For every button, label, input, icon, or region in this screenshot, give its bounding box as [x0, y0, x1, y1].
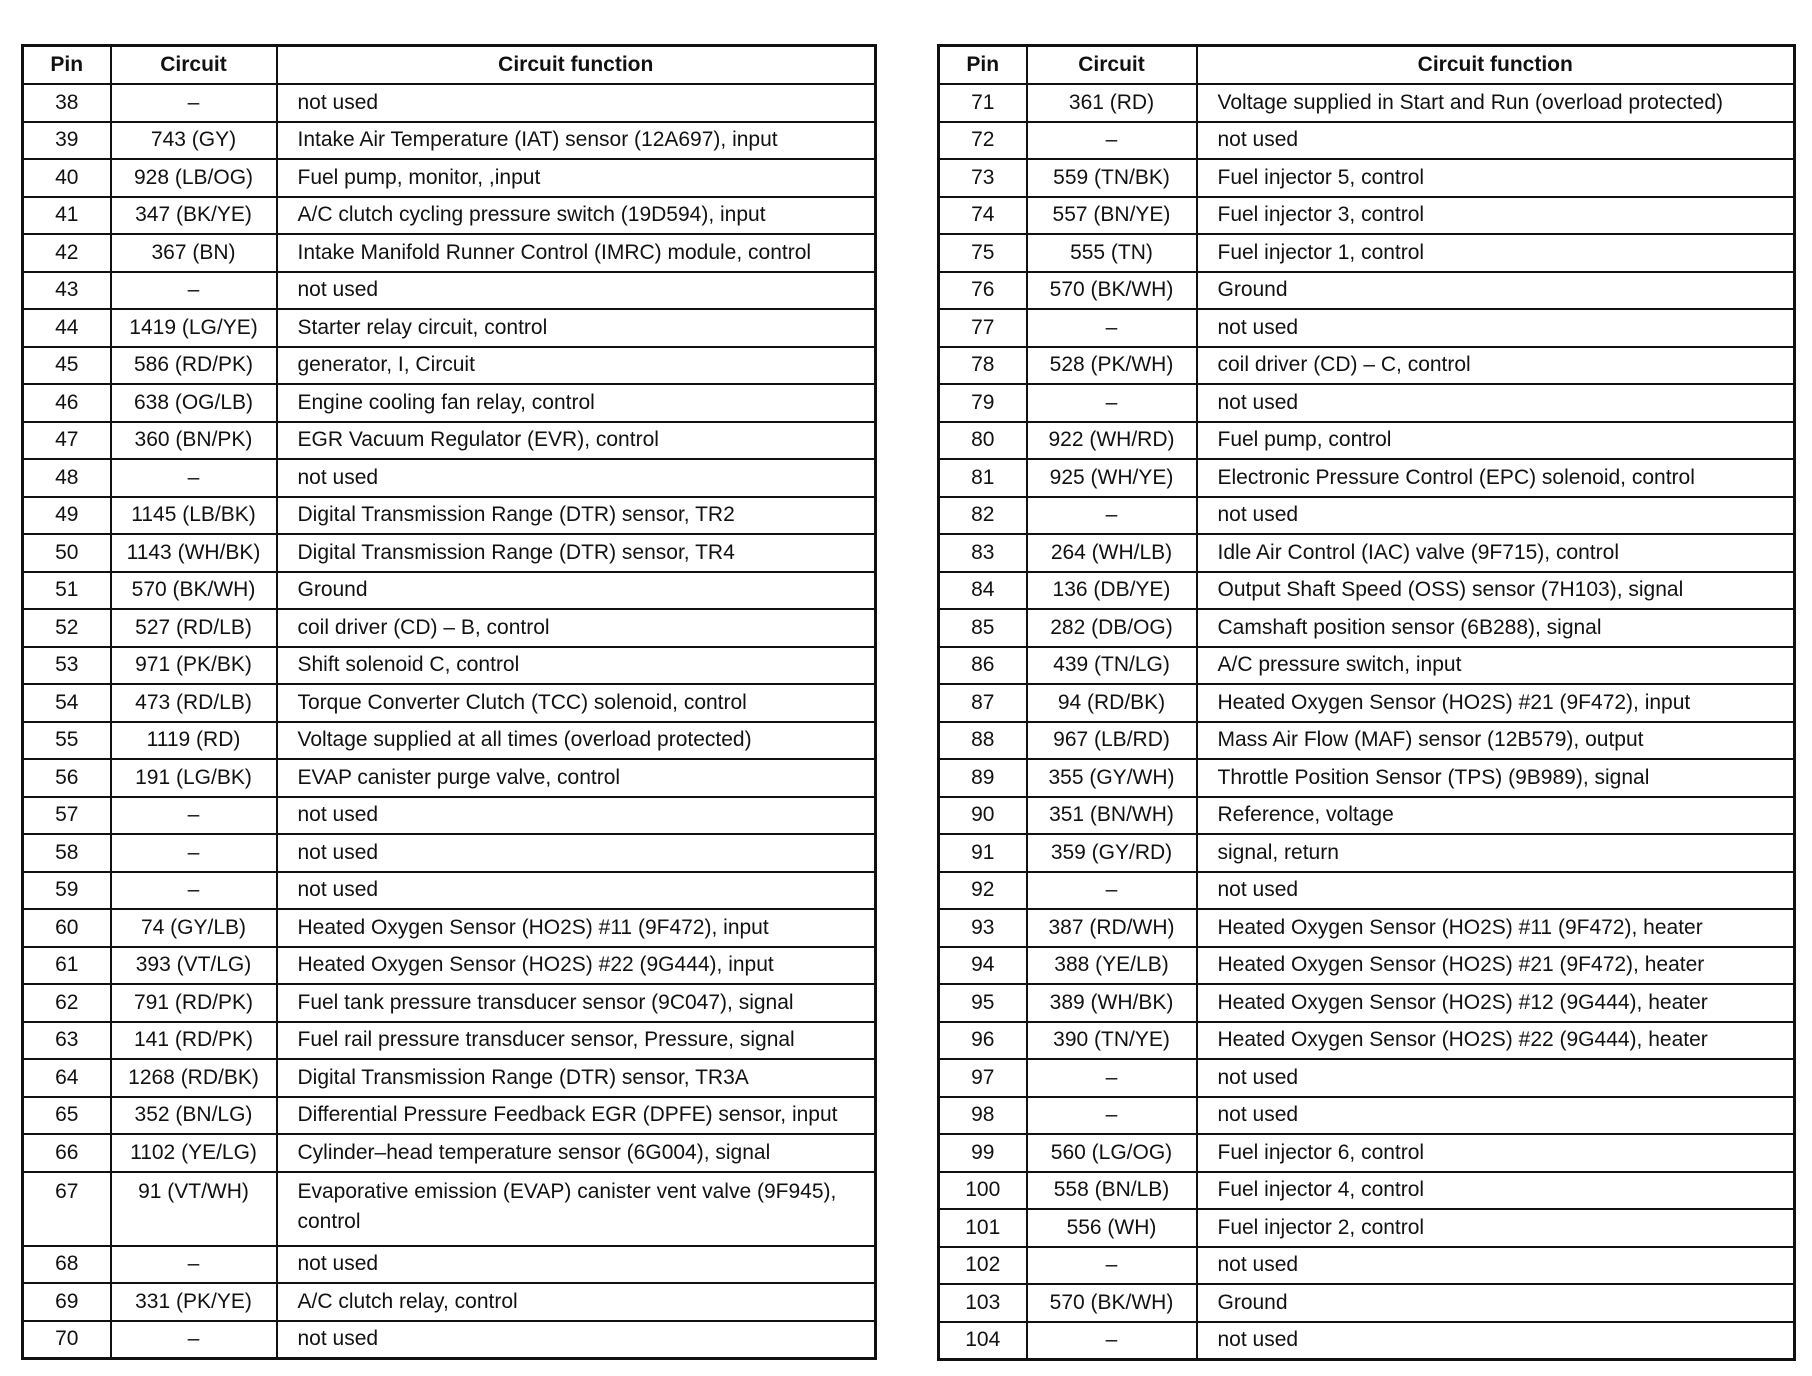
- circuit-cell: –: [1027, 309, 1197, 347]
- circuit-cell: –: [1027, 1247, 1197, 1285]
- circuit-cell: 393 (VT/LG): [111, 947, 277, 985]
- table-row: [939, 122, 1795, 160]
- table-row: [23, 1283, 876, 1321]
- circuit-header: Circuit: [1027, 46, 1197, 85]
- circuit-cell: –: [1027, 1322, 1197, 1360]
- pin-cell: 38: [23, 84, 111, 122]
- function-cell: Voltage supplied at all times (overload protected): [277, 722, 876, 760]
- circuit-cell: 928 (LB/OG): [111, 159, 277, 197]
- table-row: [939, 84, 1795, 122]
- circuit-cell: 638 (OG/LB): [111, 384, 277, 422]
- table-row: [939, 1209, 1795, 1247]
- table-row: [939, 947, 1795, 985]
- circuit-cell: 570 (BK/WH): [1027, 1284, 1197, 1322]
- table-row: [23, 234, 876, 272]
- table-row: [23, 684, 876, 722]
- function-cell: Output Shaft Speed (OSS) sensor (7H103), signal: [1197, 572, 1795, 610]
- function-cell: Heated Oxygen Sensor (HO2S) #11 (9F472), input: [277, 909, 876, 947]
- circuit-cell: –: [1027, 1097, 1197, 1135]
- function-cell: not used: [277, 272, 876, 310]
- function-cell: Heated Oxygen Sensor (HO2S) #22 (9G444), input: [277, 947, 876, 985]
- function-cell: not used: [1197, 122, 1795, 160]
- circuit-cell: 355 (GY/WH): [1027, 759, 1197, 797]
- table-row: [23, 722, 876, 760]
- table-row: [939, 984, 1795, 1022]
- function-cell: Shift solenoid C, control: [277, 647, 876, 685]
- pin-cell: 42: [23, 234, 111, 272]
- pin-cell: 78: [939, 347, 1027, 385]
- pin-cell: 65: [23, 1097, 111, 1135]
- pin-cell: 81: [939, 459, 1027, 497]
- pin-cell: 92: [939, 872, 1027, 910]
- pin-cell: 57: [23, 797, 111, 835]
- pin-cell: 66: [23, 1134, 111, 1172]
- pin-cell: 102: [939, 1247, 1027, 1285]
- function-cell: Ground: [1197, 272, 1795, 310]
- pin-cell: 48: [23, 459, 111, 497]
- function-cell: Camshaft position sensor (6B288), signal: [1197, 609, 1795, 647]
- circuit-cell: 347 (BK/YE): [111, 197, 277, 235]
- function-header: Circuit function: [277, 46, 876, 85]
- header-row: [23, 46, 876, 85]
- table-row: [23, 1134, 876, 1172]
- function-cell: Ground: [277, 572, 876, 610]
- pin-cell: 80: [939, 422, 1027, 460]
- function-cell: Digital Transmission Range (DTR) sensor, TR4: [277, 534, 876, 572]
- table-row: [23, 759, 876, 797]
- function-cell: not used: [1197, 384, 1795, 422]
- circuit-cell: 556 (WH): [1027, 1209, 1197, 1247]
- circuit-cell: 555 (TN): [1027, 234, 1197, 272]
- circuit-cell: 359 (GY/RD): [1027, 834, 1197, 872]
- circuit-cell: 367 (BN): [111, 234, 277, 272]
- table-row: [939, 347, 1795, 385]
- function-cell: Heated Oxygen Sensor (HO2S) #12 (9G444), heater: [1197, 984, 1795, 1022]
- circuit-cell: –: [111, 834, 277, 872]
- circuit-cell: 557 (BN/YE): [1027, 197, 1197, 235]
- table-row: [23, 272, 876, 310]
- table-row: [939, 272, 1795, 310]
- function-cell: Heated Oxygen Sensor (HO2S) #21 (9F472), input: [1197, 684, 1795, 722]
- circuit-cell: 389 (WH/BK): [1027, 984, 1197, 1022]
- table-row: [939, 909, 1795, 947]
- pin-cell: 93: [939, 909, 1027, 947]
- pin-cell: 75: [939, 234, 1027, 272]
- table-row: [23, 159, 876, 197]
- circuit-cell: –: [111, 459, 277, 497]
- function-cell: Starter relay circuit, control: [277, 309, 876, 347]
- table-row: [23, 1172, 876, 1246]
- table-row: [939, 1097, 1795, 1135]
- table-row: [23, 1097, 876, 1135]
- pin-cell: 83: [939, 534, 1027, 572]
- circuit-cell: 91 (VT/WH): [111, 1172, 277, 1246]
- function-cell: Digital Transmission Range (DTR) sensor, TR3A: [277, 1059, 876, 1097]
- table-row: [23, 1321, 876, 1359]
- pin-cell: 99: [939, 1134, 1027, 1172]
- function-cell: Intake Air Temperature (IAT) sensor (12A697), input: [277, 122, 876, 160]
- pin-cell: 46: [23, 384, 111, 422]
- function-cell: Fuel injector 6, control: [1197, 1134, 1795, 1172]
- table-row: [23, 122, 876, 160]
- pin-cell: 88: [939, 722, 1027, 760]
- pin-cell: 95: [939, 984, 1027, 1022]
- pin-cell: 71: [939, 84, 1027, 122]
- function-cell: Fuel injector 2, control: [1197, 1209, 1795, 1247]
- table-row: [939, 834, 1795, 872]
- pin-cell: 41: [23, 197, 111, 235]
- circuit-cell: 967 (LB/RD): [1027, 722, 1197, 760]
- table-row: [939, 722, 1795, 760]
- function-cell: not used: [277, 872, 876, 910]
- pin-cell: 94: [939, 947, 1027, 985]
- function-cell: Throttle Position Sensor (TPS) (9B989), signal: [1197, 759, 1795, 797]
- pin-cell: 96: [939, 1022, 1027, 1060]
- function-cell: EGR Vacuum Regulator (EVR), control: [277, 422, 876, 460]
- pin-cell: 39: [23, 122, 111, 160]
- pin-cell: 84: [939, 572, 1027, 610]
- circuit-cell: 1143 (WH/BK): [111, 534, 277, 572]
- circuit-cell: 528 (PK/WH): [1027, 347, 1197, 385]
- pin-cell: 91: [939, 834, 1027, 872]
- function-cell: Fuel pump, control: [1197, 422, 1795, 460]
- pin-cell: 61: [23, 947, 111, 985]
- table-row: [23, 609, 876, 647]
- circuit-cell: 527 (RD/LB): [111, 609, 277, 647]
- function-cell: Heated Oxygen Sensor (HO2S) #22 (9G444), heater: [1197, 1022, 1795, 1060]
- table-row: [23, 834, 876, 872]
- circuit-cell: 136 (DB/YE): [1027, 572, 1197, 610]
- function-cell: Fuel injector 5, control: [1197, 159, 1795, 197]
- pin-cell: 74: [939, 197, 1027, 235]
- table-row: [939, 1022, 1795, 1060]
- table-row: [23, 984, 876, 1022]
- pin-cell: 87: [939, 684, 1027, 722]
- table-row: [939, 1134, 1795, 1172]
- circuit-cell: 570 (BK/WH): [1027, 272, 1197, 310]
- circuit-cell: 74 (GY/LB): [111, 909, 277, 947]
- table-row: [939, 1172, 1795, 1210]
- circuit-cell: 1102 (YE/LG): [111, 1134, 277, 1172]
- function-cell: not used: [1197, 1247, 1795, 1285]
- pin-cell: 69: [23, 1283, 111, 1321]
- pin-cell: 68: [23, 1246, 111, 1284]
- pin-cell: 51: [23, 572, 111, 610]
- table-row: [939, 234, 1795, 272]
- table-row: [939, 459, 1795, 497]
- circuit-cell: 922 (WH/RD): [1027, 422, 1197, 460]
- function-cell: not used: [1197, 309, 1795, 347]
- circuit-cell: 361 (RD): [1027, 84, 1197, 122]
- circuit-cell: –: [111, 872, 277, 910]
- pin-cell: 47: [23, 422, 111, 460]
- circuit-cell: 1145 (LB/BK): [111, 497, 277, 535]
- function-cell: Intake Manifold Runner Control (IMRC) module, control: [277, 234, 876, 272]
- pin-cell: 59: [23, 872, 111, 910]
- circuit-cell: –: [111, 1246, 277, 1284]
- circuit-cell: 560 (LG/OG): [1027, 1134, 1197, 1172]
- function-cell: Idle Air Control (IAC) valve (9F715), control: [1197, 534, 1795, 572]
- circuit-cell: 387 (RD/WH): [1027, 909, 1197, 947]
- function-cell: not used: [277, 834, 876, 872]
- circuit-cell: 388 (YE/LB): [1027, 947, 1197, 985]
- table-row: [23, 647, 876, 685]
- table-row: [939, 609, 1795, 647]
- table-row: [23, 797, 876, 835]
- function-cell: not used: [277, 797, 876, 835]
- table-row: [23, 1022, 876, 1060]
- table-row: [23, 459, 876, 497]
- table-row: [23, 309, 876, 347]
- pin-cell: 60: [23, 909, 111, 947]
- pin-cell: 79: [939, 384, 1027, 422]
- table-row: [23, 572, 876, 610]
- pin-cell: 103: [939, 1284, 1027, 1322]
- circuit-cell: 971 (PK/BK): [111, 647, 277, 685]
- pin-cell: 64: [23, 1059, 111, 1097]
- table-row: [23, 422, 876, 460]
- function-cell: A/C clutch relay, control: [277, 1283, 876, 1321]
- pin-cell: 67: [23, 1172, 111, 1246]
- pin-header: Pin: [23, 46, 111, 85]
- table-row: [939, 497, 1795, 535]
- function-cell: not used: [1197, 872, 1795, 910]
- circuit-cell: 141 (RD/PK): [111, 1022, 277, 1060]
- pin-cell: 101: [939, 1209, 1027, 1247]
- function-cell: not used: [1197, 497, 1795, 535]
- table-row: [939, 1322, 1795, 1360]
- pin-cell: 70: [23, 1321, 111, 1359]
- function-cell: Ground: [1197, 1284, 1795, 1322]
- table-row: [939, 384, 1795, 422]
- pin-cell: 52: [23, 609, 111, 647]
- table-row: [23, 872, 876, 910]
- circuit-cell: 558 (BN/LB): [1027, 1172, 1197, 1210]
- function-cell: not used: [1197, 1097, 1795, 1135]
- pin-cell: 45: [23, 347, 111, 385]
- table-row: [23, 947, 876, 985]
- circuit-cell: 264 (WH/LB): [1027, 534, 1197, 572]
- circuit-cell: 351 (BN/WH): [1027, 797, 1197, 835]
- pin-cell: 89: [939, 759, 1027, 797]
- table-row: [23, 197, 876, 235]
- pin-cell: 62: [23, 984, 111, 1022]
- circuit-cell: 586 (RD/PK): [111, 347, 277, 385]
- table-row: [23, 347, 876, 385]
- circuit-cell: 282 (DB/OG): [1027, 609, 1197, 647]
- pin-cell: 43: [23, 272, 111, 310]
- function-cell: A/C clutch cycling pressure switch (19D594), input: [277, 197, 876, 235]
- circuit-cell: 1268 (RD/BK): [111, 1059, 277, 1097]
- circuit-cell: –: [1027, 497, 1197, 535]
- function-cell: not used: [277, 84, 876, 122]
- circuit-cell: 791 (RD/PK): [111, 984, 277, 1022]
- table-row: [23, 534, 876, 572]
- pin-cell: 98: [939, 1097, 1027, 1135]
- function-cell: not used: [1197, 1322, 1795, 1360]
- pin-cell: 50: [23, 534, 111, 572]
- function-cell: Differential Pressure Feedback EGR (DPFE) sensor, input: [277, 1097, 876, 1135]
- table-row: [939, 872, 1795, 910]
- pin-cell: 85: [939, 609, 1027, 647]
- pinout-table-right: [937, 44, 1796, 1361]
- pin-header: Pin: [939, 46, 1027, 85]
- function-cell: not used: [277, 459, 876, 497]
- circuit-cell: 1419 (LG/YE): [111, 309, 277, 347]
- pin-cell: 76: [939, 272, 1027, 310]
- table-row: [939, 797, 1795, 835]
- table-row: [939, 684, 1795, 722]
- pin-cell: 40: [23, 159, 111, 197]
- table-row: [23, 1246, 876, 1284]
- function-cell: Mass Air Flow (MAF) sensor (12B579), output: [1197, 722, 1795, 760]
- table-row: [939, 422, 1795, 460]
- circuit-cell: –: [111, 272, 277, 310]
- circuit-cell: 559 (TN/BK): [1027, 159, 1197, 197]
- pin-cell: 56: [23, 759, 111, 797]
- circuit-header: Circuit: [111, 46, 277, 85]
- function-cell: Engine cooling fan relay, control: [277, 384, 876, 422]
- function-cell: Fuel pump, monitor, ,input: [277, 159, 876, 197]
- function-cell: coil driver (CD) – C, control: [1197, 347, 1795, 385]
- table-row: [23, 497, 876, 535]
- table-row: [939, 572, 1795, 610]
- circuit-cell: 352 (BN/LG): [111, 1097, 277, 1135]
- table-row: [939, 159, 1795, 197]
- circuit-cell: –: [111, 797, 277, 835]
- table-row: [939, 1284, 1795, 1322]
- function-header: Circuit function: [1197, 46, 1795, 85]
- circuit-cell: 439 (TN/LG): [1027, 647, 1197, 685]
- pin-cell: 54: [23, 684, 111, 722]
- pin-cell: 44: [23, 309, 111, 347]
- function-cell: Cylinder–head temperature sensor (6G004), signal: [277, 1134, 876, 1172]
- circuit-cell: 1119 (RD): [111, 722, 277, 760]
- table-row: [939, 647, 1795, 685]
- circuit-cell: 191 (LG/BK): [111, 759, 277, 797]
- pin-cell: 86: [939, 647, 1027, 685]
- function-cell: Heated Oxygen Sensor (HO2S) #11 (9F472), heater: [1197, 909, 1795, 947]
- function-cell: coil driver (CD) – B, control: [277, 609, 876, 647]
- function-cell: not used: [277, 1246, 876, 1284]
- function-cell: Electronic Pressure Control (EPC) solenoid, control: [1197, 459, 1795, 497]
- function-cell: Fuel injector 1, control: [1197, 234, 1795, 272]
- table-row: [939, 759, 1795, 797]
- function-cell: generator, I, Circuit: [277, 347, 876, 385]
- circuit-cell: –: [1027, 122, 1197, 160]
- circuit-cell: 925 (WH/YE): [1027, 459, 1197, 497]
- circuit-cell: –: [1027, 384, 1197, 422]
- circuit-cell: 331 (PK/YE): [111, 1283, 277, 1321]
- function-cell: not used: [277, 1321, 876, 1359]
- function-cell: Evaporative emission (EVAP) canister vent valve (9F945), control: [277, 1172, 876, 1246]
- pin-cell: 73: [939, 159, 1027, 197]
- function-cell: Reference, voltage: [1197, 797, 1795, 835]
- pin-cell: 49: [23, 497, 111, 535]
- circuit-cell: –: [111, 1321, 277, 1359]
- pinout-table-left: [21, 44, 877, 1360]
- function-cell: Fuel tank pressure transducer sensor (9C047), signal: [277, 984, 876, 1022]
- pin-cell: 90: [939, 797, 1027, 835]
- pin-cell: 55: [23, 722, 111, 760]
- function-cell: A/C pressure switch, input: [1197, 647, 1795, 685]
- pin-cell: 58: [23, 834, 111, 872]
- function-cell: Fuel injector 4, control: [1197, 1172, 1795, 1210]
- circuit-cell: 473 (RD/LB): [111, 684, 277, 722]
- pin-cell: 104: [939, 1322, 1027, 1360]
- pin-cell: 82: [939, 497, 1027, 535]
- circuit-cell: 570 (BK/WH): [111, 572, 277, 610]
- table-row: [939, 1059, 1795, 1097]
- table-row: [23, 909, 876, 947]
- table-row: [939, 309, 1795, 347]
- table-row: [939, 534, 1795, 572]
- table-row: [23, 384, 876, 422]
- function-cell: Heated Oxygen Sensor (HO2S) #21 (9F472), heater: [1197, 947, 1795, 985]
- function-cell: Fuel injector 3, control: [1197, 197, 1795, 235]
- table-row: [939, 197, 1795, 235]
- table-row: [23, 84, 876, 122]
- circuit-cell: 360 (BN/PK): [111, 422, 277, 460]
- function-cell: EVAP canister purge valve, control: [277, 759, 876, 797]
- circuit-cell: –: [111, 84, 277, 122]
- pin-cell: 63: [23, 1022, 111, 1060]
- function-cell: Voltage supplied in Start and Run (overload protected): [1197, 84, 1795, 122]
- pin-cell: 100: [939, 1172, 1027, 1210]
- circuit-cell: –: [1027, 872, 1197, 910]
- pin-cell: 53: [23, 647, 111, 685]
- table-row: [939, 1247, 1795, 1285]
- function-cell: Fuel rail pressure transducer sensor, Pressure, signal: [277, 1022, 876, 1060]
- header-row: [939, 46, 1795, 85]
- function-cell: not used: [1197, 1059, 1795, 1097]
- function-cell: Torque Converter Clutch (TCC) solenoid, control: [277, 684, 876, 722]
- table-row: [23, 1059, 876, 1097]
- function-cell: signal, return: [1197, 834, 1795, 872]
- circuit-cell: 390 (TN/YE): [1027, 1022, 1197, 1060]
- pin-cell: 72: [939, 122, 1027, 160]
- circuit-cell: 743 (GY): [111, 122, 277, 160]
- circuit-cell: 94 (RD/BK): [1027, 684, 1197, 722]
- function-cell: Digital Transmission Range (DTR) sensor, TR2: [277, 497, 876, 535]
- circuit-cell: –: [1027, 1059, 1197, 1097]
- pin-cell: 97: [939, 1059, 1027, 1097]
- pin-cell: 77: [939, 309, 1027, 347]
